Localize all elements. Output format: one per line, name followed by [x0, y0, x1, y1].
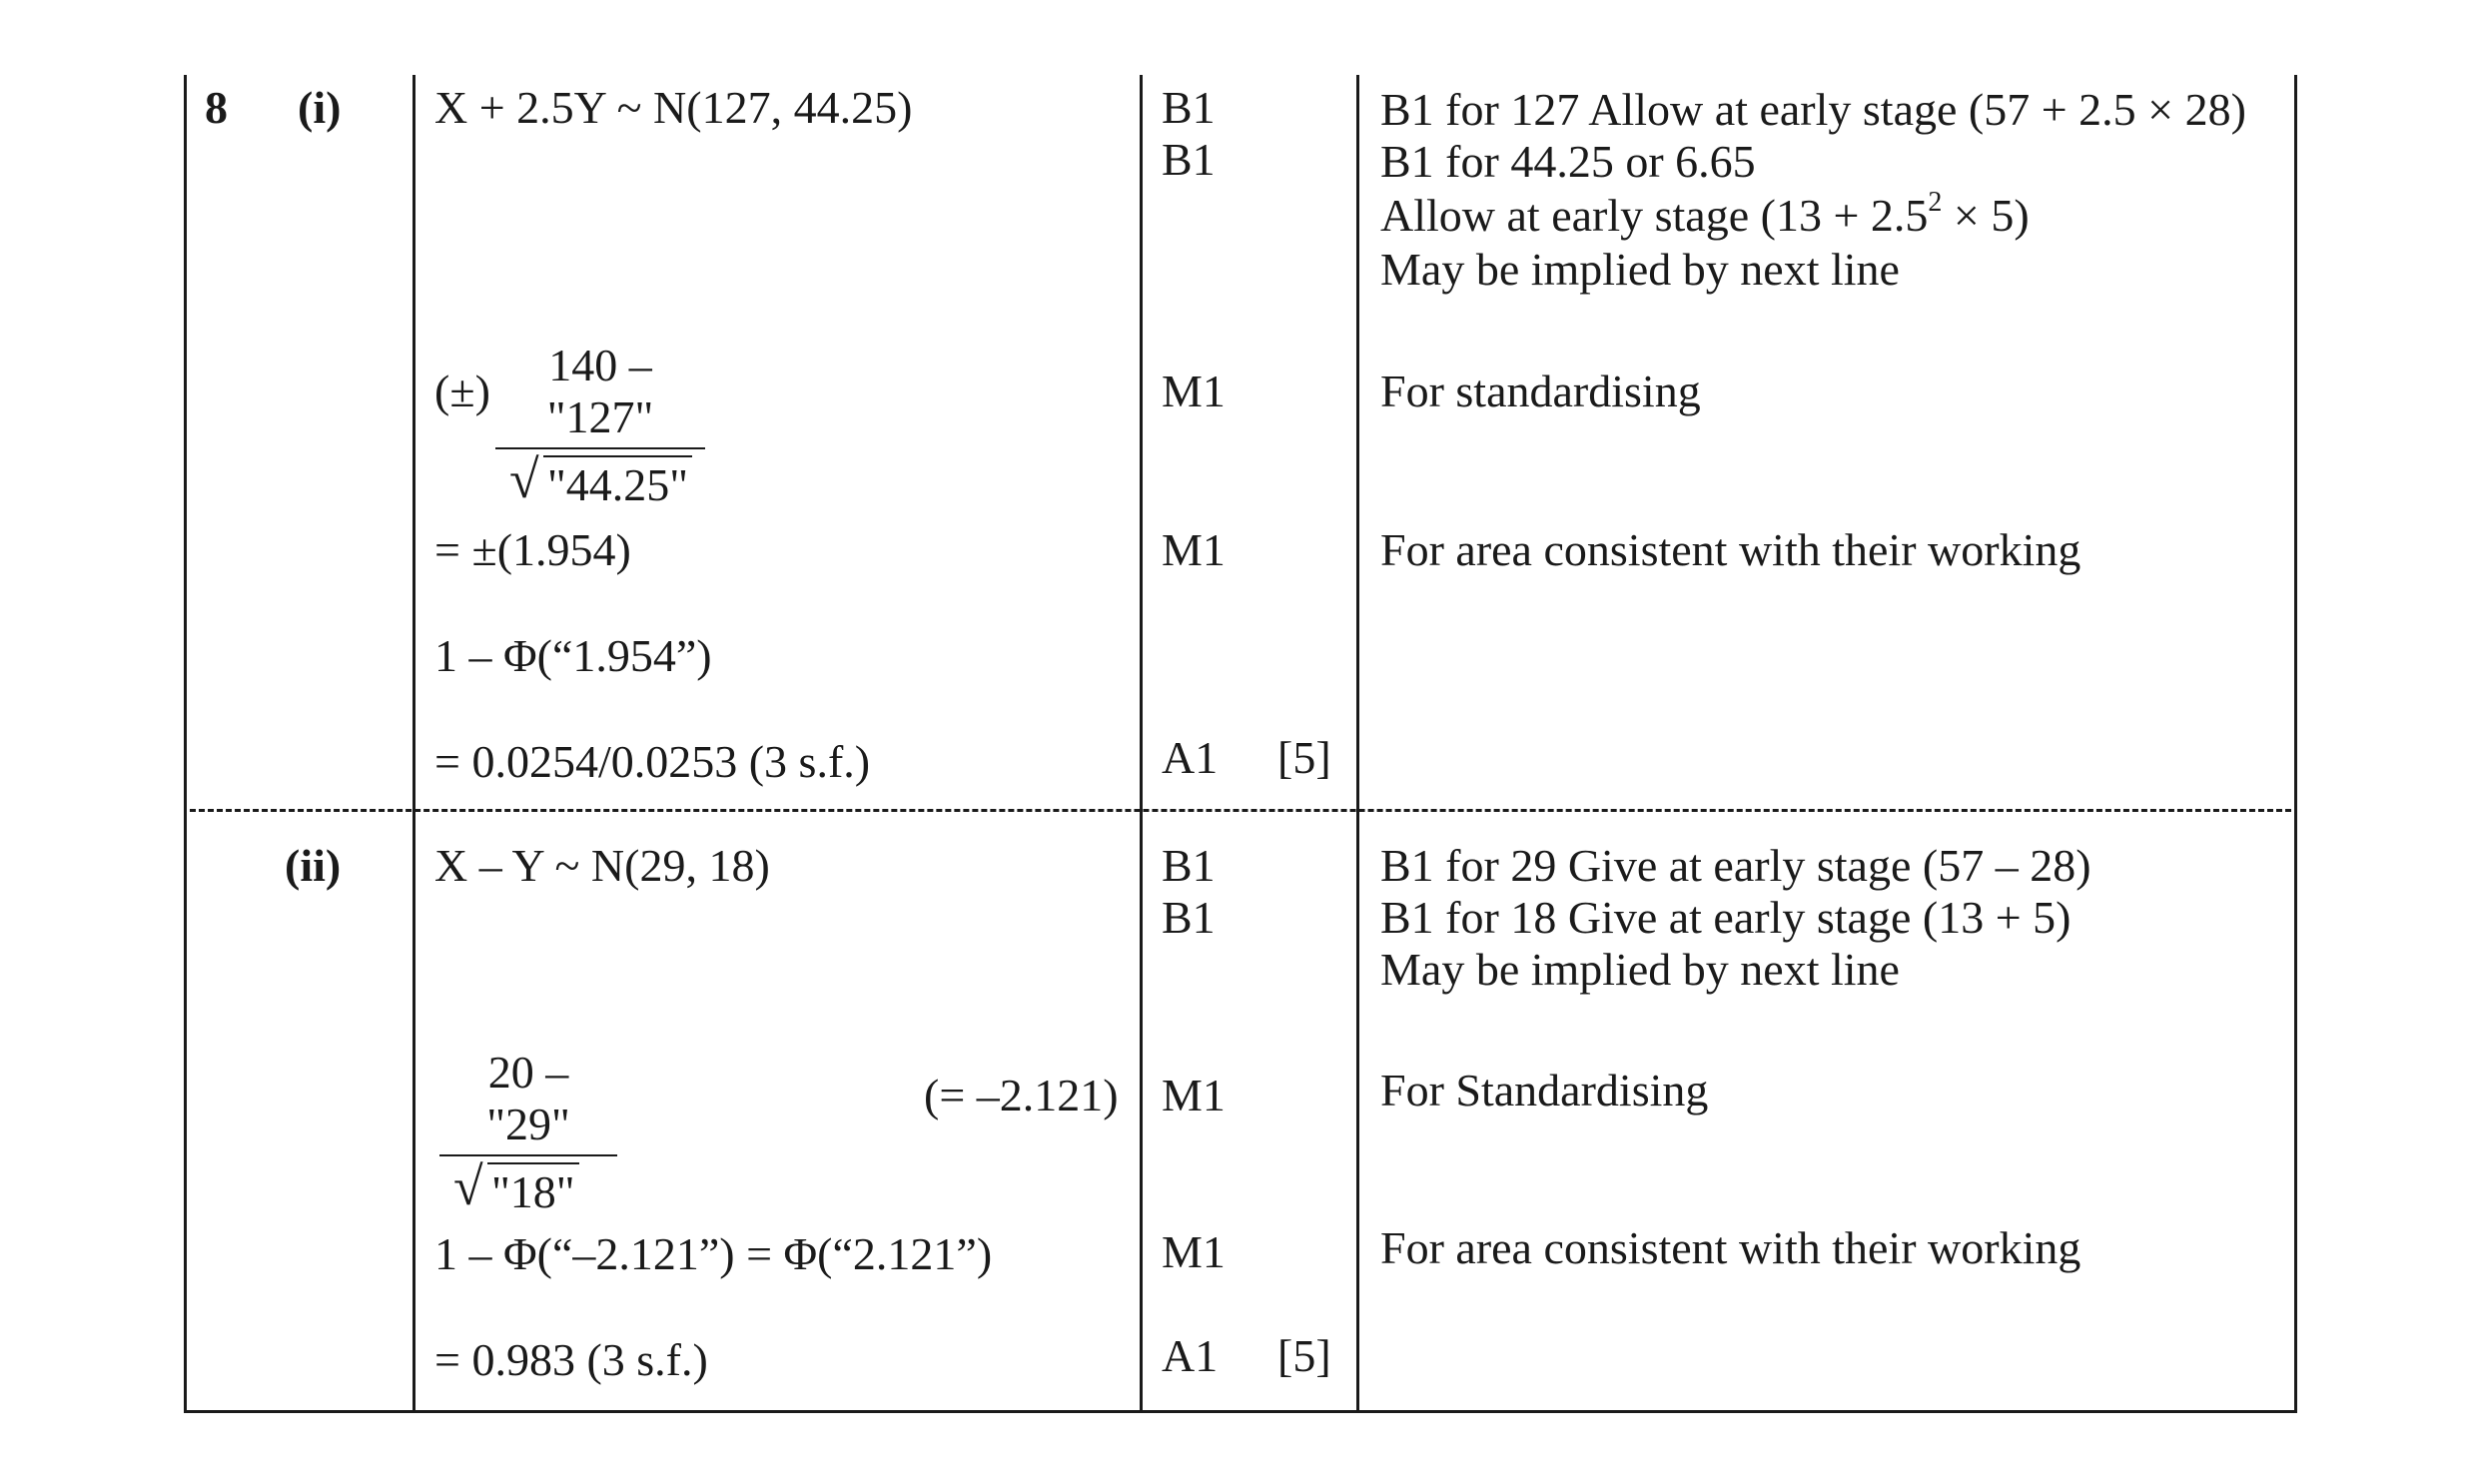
part-label-i: (i): [298, 82, 342, 133]
working-ii-line3: 1 – Φ(“–2.121”) = Φ(“2.121”): [434, 1228, 993, 1279]
standardising-fraction-ii: [439, 1047, 617, 1218]
total-i: [5]: [1277, 732, 1331, 783]
guidance-i-5: For standardising: [1380, 366, 1701, 416]
guidance-i-3: Allow at early stage $(13 + 2.5^2 \times 5)$: [1380, 186, 2030, 241]
mark-i-m1-second: M1: [1162, 524, 1226, 575]
guidance-i-6: For area consistent with their working: [1380, 524, 2081, 575]
part-separator: [190, 809, 2291, 812]
divider-question-working: [413, 75, 415, 1413]
mark-i-m1-first: M1: [1162, 366, 1226, 416]
standardising-fraction-i: [495, 340, 705, 511]
left-border: [184, 75, 187, 1413]
sqrt-icon: √: [453, 1156, 483, 1216]
mark-i-b1-first: B1: [1162, 82, 1216, 133]
working-i-line4: 1 – Φ(“1.954”): [434, 630, 712, 681]
guidance-i-4: May be implied by next line: [1380, 244, 1900, 295]
working-i-line1: X + 2.5Y ~ N(127, 44.25): [434, 82, 913, 133]
guidance-ii-5: For area consistent with their working: [1380, 1222, 2081, 1273]
working-i-pm-prefix: (±): [434, 366, 490, 416]
divider-marks-guidance: [1356, 75, 1359, 1413]
working-ii-line1: X – Y ~ N(29, 18): [434, 840, 770, 891]
mark-i-b1-second: B1: [1162, 134, 1216, 185]
mark-ii-m1-first: M1: [1162, 1070, 1226, 1120]
working-i-line3: = ±(1.954): [434, 524, 631, 575]
mark-ii-b1-second: B1: [1162, 892, 1216, 943]
working-ii-zvalue: (= –2.121): [924, 1070, 1119, 1120]
guidance-ii-2: B1 for 18 Give at early stage (13 + 5): [1380, 892, 2071, 943]
total-ii: [5]: [1277, 1330, 1331, 1381]
question-number: 8: [205, 82, 228, 133]
fraction-denominator: "44.25": [543, 455, 692, 511]
working-i-line5: = 0.0254/0.0253 (3 s.f.): [434, 736, 871, 787]
guidance-ii-4: For Standardising: [1380, 1065, 1709, 1115]
mark-ii-m1-second: M1: [1162, 1226, 1226, 1277]
guidance-i-1: B1 for 127 Allow at early stage (57 + 2.5 × 28): [1380, 84, 2246, 135]
mark-i-a1: A1: [1162, 732, 1219, 783]
right-border: [2294, 75, 2297, 1413]
bottom-border: [184, 1410, 2297, 1413]
fraction-numerator: 20 – "29": [486, 1047, 570, 1149]
fraction-numerator: 140 – "127": [546, 340, 654, 442]
working-ii-line4: = 0.983 (3 s.f.): [434, 1334, 708, 1385]
divider-working-marks: [1140, 75, 1143, 1413]
mark-ii-a1: A1: [1162, 1330, 1219, 1381]
fraction-denominator: "18": [487, 1162, 579, 1218]
guidance-ii-3: May be implied by next line: [1380, 944, 1900, 995]
part-label-ii: (ii): [285, 840, 342, 891]
guidance-i-2: B1 for 44.25 or 6.65: [1380, 136, 1756, 187]
guidance-ii-1: B1 for 29 Give at early stage (57 – 28): [1380, 840, 2091, 891]
sqrt-icon: √: [509, 449, 539, 509]
mark-ii-b1-first: B1: [1162, 840, 1216, 891]
